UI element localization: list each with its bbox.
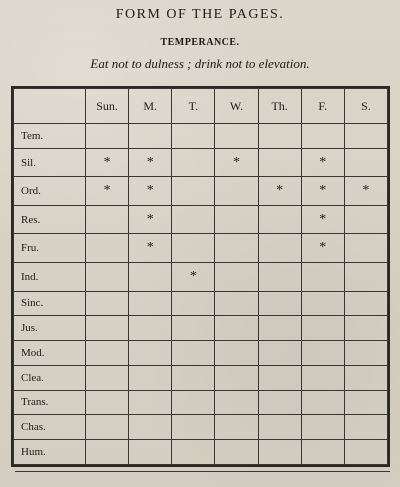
mark-cell bbox=[344, 365, 387, 390]
table-row bbox=[14, 263, 388, 292]
mark-cell: * bbox=[215, 148, 258, 177]
table-row bbox=[14, 291, 388, 316]
table-row bbox=[14, 341, 388, 366]
virtue-label: Clea. bbox=[14, 365, 86, 390]
mark-cell bbox=[215, 341, 258, 366]
mark-cell bbox=[129, 316, 172, 341]
mark-cell bbox=[129, 440, 172, 465]
mark-cell bbox=[172, 177, 215, 206]
mark-cell: * bbox=[301, 148, 344, 177]
virtue-chart bbox=[11, 86, 390, 467]
corner-cell bbox=[14, 89, 86, 124]
mark-cell bbox=[344, 415, 387, 440]
virtue-motto: Eat not to dulness ; drink not to elevation. bbox=[90, 56, 310, 71]
mark-cell bbox=[258, 234, 301, 263]
mark-cell bbox=[86, 205, 129, 234]
day-header-thu: Th. bbox=[258, 89, 301, 124]
mark-cell: * bbox=[129, 177, 172, 206]
mark-cell bbox=[301, 263, 344, 292]
mark-cell bbox=[215, 124, 258, 149]
mark-cell: * bbox=[129, 234, 172, 263]
mark-cell bbox=[86, 234, 129, 263]
day-header-mon: M. bbox=[129, 89, 172, 124]
mark-cell bbox=[172, 234, 215, 263]
virtue-label: Fru. bbox=[14, 234, 86, 263]
bottom-rule bbox=[15, 471, 390, 472]
mark-cell bbox=[129, 341, 172, 366]
mark-cell bbox=[86, 365, 129, 390]
mark-cell bbox=[344, 234, 387, 263]
mark-cell bbox=[86, 415, 129, 440]
table-row bbox=[14, 415, 388, 440]
virtue-label: Sinc. bbox=[14, 291, 86, 316]
mark-cell bbox=[172, 415, 215, 440]
day-header-wed: W. bbox=[215, 89, 258, 124]
virtue-label: Res. bbox=[14, 205, 86, 234]
mark-cell bbox=[129, 390, 172, 415]
table-row bbox=[14, 316, 388, 341]
page-title: FORM OF THE PAGES. bbox=[115, 7, 285, 22]
mark-cell bbox=[258, 263, 301, 292]
table-row bbox=[14, 390, 388, 415]
virtue-label: Chas. bbox=[14, 415, 86, 440]
table-row bbox=[14, 205, 388, 234]
table-body bbox=[14, 124, 388, 465]
mark-cell bbox=[215, 177, 258, 206]
mark-cell bbox=[344, 341, 387, 366]
table-row bbox=[14, 365, 388, 390]
mark-cell bbox=[129, 263, 172, 292]
mark-cell bbox=[258, 291, 301, 316]
mark-cell bbox=[301, 440, 344, 465]
mark-cell bbox=[172, 390, 215, 415]
mark-cell bbox=[344, 390, 387, 415]
mark-cell bbox=[215, 440, 258, 465]
mark-cell bbox=[215, 365, 258, 390]
mark-cell bbox=[344, 291, 387, 316]
mark-cell bbox=[172, 205, 215, 234]
mark-cell: * bbox=[301, 205, 344, 234]
virtue-label: Ind. bbox=[14, 263, 86, 292]
table-row bbox=[14, 234, 388, 263]
mark-cell bbox=[344, 263, 387, 292]
mark-cell: * bbox=[172, 263, 215, 292]
virtue-label: Sil. bbox=[14, 148, 86, 177]
day-header-fri: F. bbox=[301, 89, 344, 124]
mark-cell bbox=[258, 390, 301, 415]
mark-cell bbox=[258, 341, 301, 366]
mark-cell bbox=[129, 415, 172, 440]
table-row bbox=[14, 440, 388, 465]
table-row bbox=[14, 148, 388, 177]
mark-cell: * bbox=[301, 234, 344, 263]
mark-cell bbox=[301, 124, 344, 149]
virtue-label: Hum. bbox=[14, 440, 86, 465]
mark-cell bbox=[301, 415, 344, 440]
mark-cell bbox=[301, 365, 344, 390]
day-header-sun: Sun. bbox=[86, 89, 129, 124]
mark-cell bbox=[344, 205, 387, 234]
table-row bbox=[14, 124, 388, 149]
mark-cell bbox=[129, 124, 172, 149]
mark-cell bbox=[258, 440, 301, 465]
mark-cell bbox=[129, 291, 172, 316]
mark-cell bbox=[172, 148, 215, 177]
mark-cell bbox=[258, 148, 301, 177]
mark-cell bbox=[301, 390, 344, 415]
page-subtitle: TEMPERANCE. bbox=[160, 37, 240, 48]
mark-cell bbox=[258, 205, 301, 234]
day-header-sat: S. bbox=[344, 89, 387, 124]
mark-cell bbox=[258, 365, 301, 390]
virtue-label: Ord. bbox=[14, 177, 86, 206]
mark-cell bbox=[86, 291, 129, 316]
mark-cell bbox=[215, 415, 258, 440]
virtue-label: Tem. bbox=[14, 124, 86, 149]
mark-cell bbox=[215, 291, 258, 316]
mark-cell: * bbox=[301, 177, 344, 206]
virtue-label: Jus. bbox=[14, 316, 86, 341]
mark-cell bbox=[172, 341, 215, 366]
mark-cell bbox=[344, 124, 387, 149]
mark-cell bbox=[215, 263, 258, 292]
mark-cell bbox=[86, 440, 129, 465]
mark-cell bbox=[215, 390, 258, 415]
mark-cell bbox=[172, 365, 215, 390]
mark-cell bbox=[172, 124, 215, 149]
mark-cell: * bbox=[129, 205, 172, 234]
table-row bbox=[14, 177, 388, 206]
mark-cell bbox=[86, 124, 129, 149]
mark-cell bbox=[172, 291, 215, 316]
mark-cell: * bbox=[344, 177, 387, 206]
mark-cell bbox=[86, 390, 129, 415]
mark-cell bbox=[86, 263, 129, 292]
mark-cell bbox=[258, 415, 301, 440]
mark-cell bbox=[344, 316, 387, 341]
day-header-tue: T. bbox=[172, 89, 215, 124]
mark-cell bbox=[344, 440, 387, 465]
virtue-label: Trans. bbox=[14, 390, 86, 415]
mark-cell bbox=[301, 291, 344, 316]
mark-cell bbox=[258, 124, 301, 149]
virtue-table bbox=[13, 88, 388, 465]
mark-cell bbox=[215, 316, 258, 341]
mark-cell: * bbox=[129, 148, 172, 177]
mark-cell: * bbox=[258, 177, 301, 206]
mark-cell bbox=[86, 316, 129, 341]
virtue-label: Mod. bbox=[14, 341, 86, 366]
mark-cell bbox=[344, 148, 387, 177]
mark-cell: * bbox=[86, 148, 129, 177]
mark-cell bbox=[215, 205, 258, 234]
mark-cell bbox=[172, 316, 215, 341]
mark-cell bbox=[129, 365, 172, 390]
mark-cell bbox=[172, 440, 215, 465]
mark-cell bbox=[258, 316, 301, 341]
mark-cell bbox=[215, 234, 258, 263]
mark-cell bbox=[301, 316, 344, 341]
table-header-row bbox=[14, 89, 388, 124]
mark-cell bbox=[301, 341, 344, 366]
mark-cell bbox=[86, 341, 129, 366]
mark-cell: * bbox=[86, 177, 129, 206]
